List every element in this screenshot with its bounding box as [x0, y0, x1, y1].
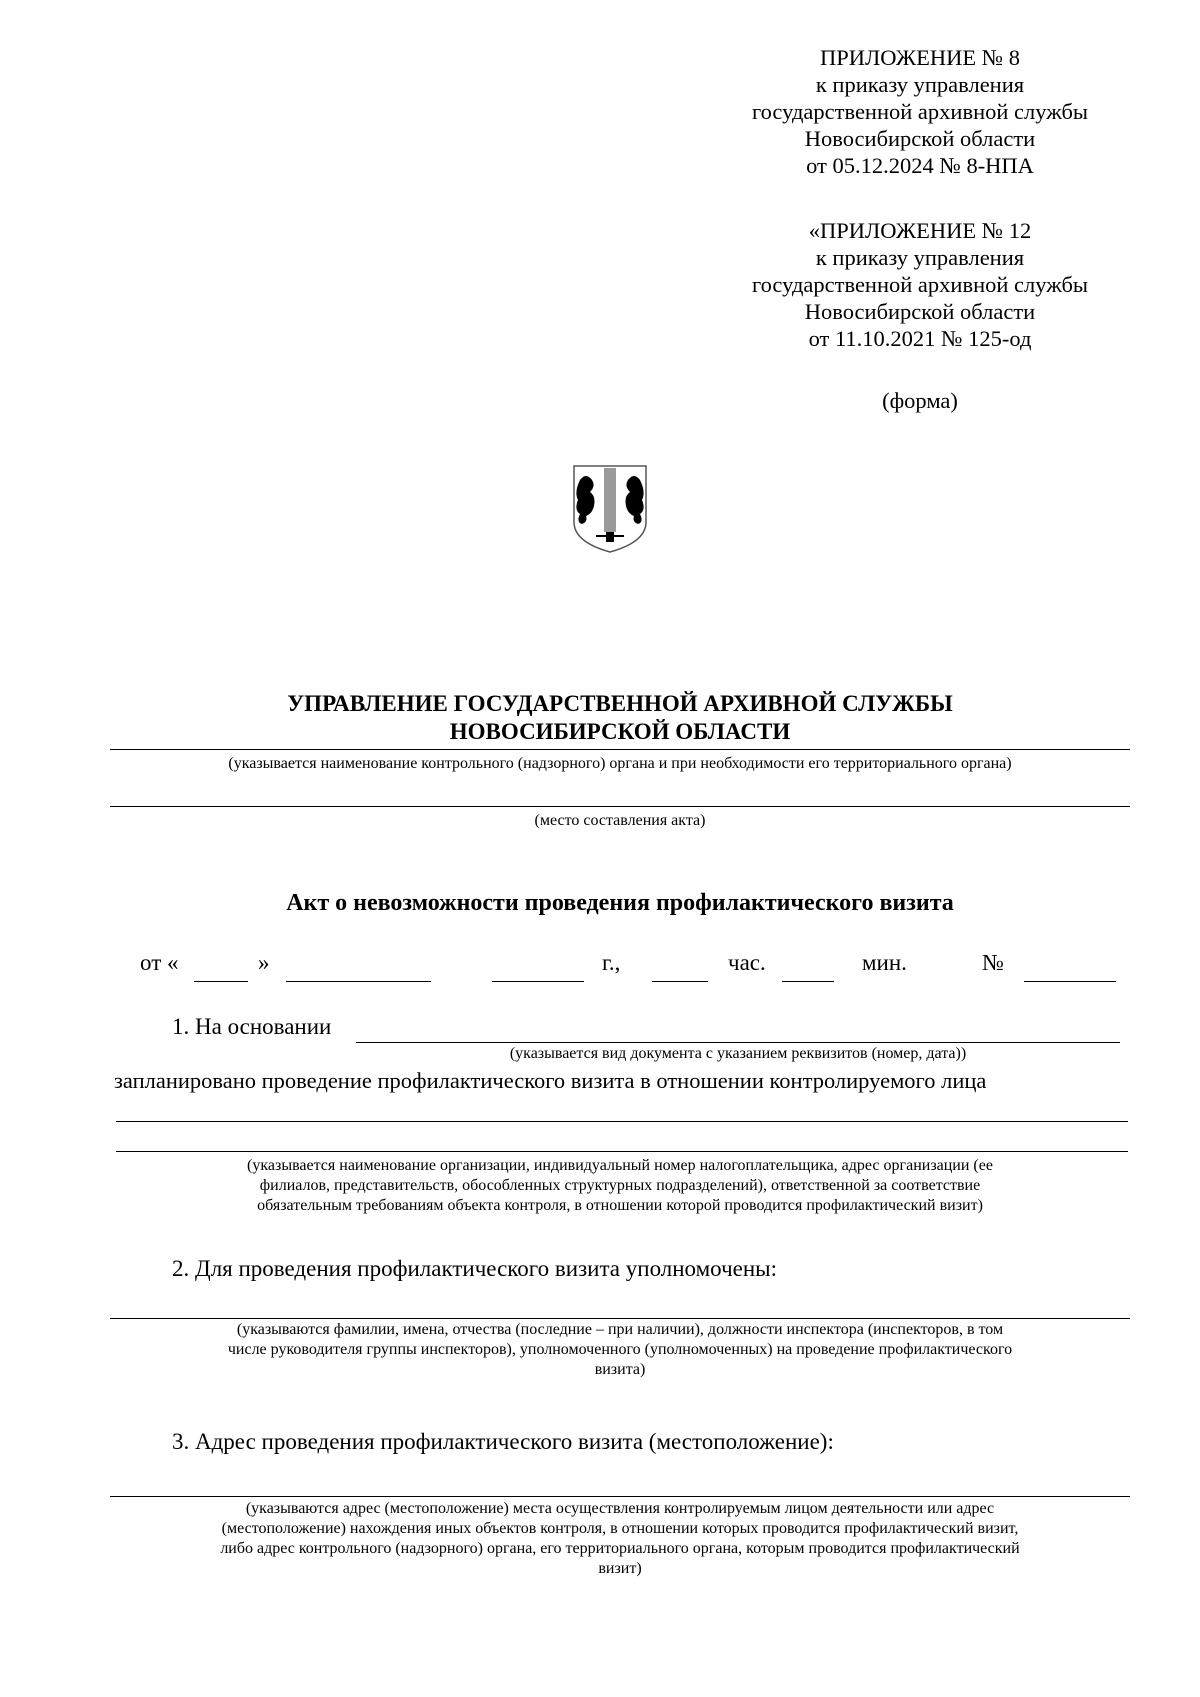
section3-caption-line1: (указываются адрес (местоположение) места осуществления контролируемым лицом деятельности или адрес: [245, 1500, 995, 1517]
appendix-12-title: «ПРИЛОЖЕНИЕ № 12: [808, 218, 1032, 243]
org-underline: [110, 749, 1130, 750]
section1-lead: 1. На основании: [172, 1014, 332, 1039]
minute-label: мин.: [862, 950, 907, 975]
section1-entity-caption-line2: филиалов, представительств, обособленных структурных подразделений), ответственной за соответствие: [259, 1177, 981, 1194]
section3-caption-line4: визит): [598, 1560, 642, 1577]
document-title: Акт о невозможности проведения профилактического визита: [286, 890, 954, 916]
appendix-12-order-ref: к приказу управления: [815, 245, 1025, 270]
appendix-8-order-ref: к приказу управления: [815, 72, 1025, 97]
hour-blank: [652, 981, 708, 982]
org-name-line1: УПРАВЛЕНИЕ ГОСУДАРСТВЕННОЙ АРХИВНОЙ СЛУЖБЫ: [287, 691, 953, 716]
number-label: №: [982, 950, 1004, 975]
section2-lead: 2. Для проведения профилактического визита уполномочены:: [172, 1256, 777, 1281]
form-label: (форма): [882, 388, 958, 413]
section2-caption: [110, 1320, 1130, 1380]
appendix-12-date-number: от 11.10.2021 № 125-од: [808, 326, 1032, 351]
appendix-8-agency: государственной архивной службы: [751, 99, 1089, 124]
appendix-12-agency: государственной архивной службы: [751, 272, 1089, 297]
year-label: г.,: [602, 950, 621, 975]
section1-entity-caption-line3: обязательным требованиям объекта контроля, в отношении которой проводится профилактический визит): [257, 1197, 983, 1214]
section1-entity-blank-1: [116, 1121, 1128, 1122]
section1-entity-caption-line1: (указывается наименование организации, индивидуальный номер налогоплательщика, адрес организации (ее: [247, 1157, 993, 1174]
date-from-label: от «: [140, 950, 179, 975]
section3-blank: [110, 1496, 1130, 1497]
section2-caption-line1: (указываются фамилии, имена, отчества (последние – при наличии), должности инспектора (инспекторов, в том: [236, 1321, 1004, 1338]
date-close-quote: »: [258, 950, 270, 975]
section2-caption-line2: числе руководителя группы инспекторов), уполномоченного (уполномоченных) на проведение профилактического: [227, 1341, 1013, 1358]
place-underline: [110, 806, 1130, 807]
month-blank: [286, 981, 431, 982]
section3-caption-line2: (местоположение) нахождения иных объектов контроля, в отношении которых проводится профилактический визит,: [221, 1520, 1019, 1537]
section3-caption: [110, 1499, 1130, 1579]
year-blank: [492, 981, 584, 982]
org-caption: (указывается наименование контрольного (надзорного) органа и при необходимости его территориального органа): [228, 755, 1012, 772]
minute-blank: [782, 981, 834, 982]
section3-caption-line3: либо адрес контрольного (надзорного) органа, его территориального органа, которым проводится профилактический: [220, 1540, 1020, 1557]
coat-of-arms-icon: [570, 462, 650, 554]
appendix-8-title: ПРИЛОЖЕНИЕ № 8: [819, 45, 1021, 70]
appendix-8-region: Новосибирской области: [804, 126, 1036, 151]
day-blank: [194, 981, 248, 982]
section1-basis-blank: [356, 1042, 1120, 1043]
org-name-line2: НОВОСИБИРСКОЙ ОБЛАСТИ: [449, 719, 791, 744]
appendix-12-region: Новосибирской области: [804, 299, 1036, 324]
number-blank: [1024, 981, 1116, 982]
place-caption: (место составления акта): [534, 812, 706, 829]
appendix-8-block: [730, 44, 1110, 179]
section1-entity-caption: [110, 1156, 1130, 1216]
section2-caption-line3: визита): [594, 1361, 646, 1378]
section1-entity-blank-2: [116, 1151, 1128, 1152]
appendix-8-date-number: от 05.12.2024 № 8-НПА: [806, 153, 1034, 178]
section1-basis-caption: (указывается вид документа с указанием реквизитов (номер, дата)): [509, 1045, 967, 1062]
section2-blank: [110, 1318, 1130, 1319]
section3-lead: 3. Адрес проведения профилактического визита (местоположение):: [172, 1429, 834, 1454]
hour-label: час.: [728, 950, 766, 975]
appendix-12-block: [730, 217, 1110, 352]
section1-text: запланировано проведение профилактического визита в отношении контролируемого лица: [114, 1068, 987, 1093]
